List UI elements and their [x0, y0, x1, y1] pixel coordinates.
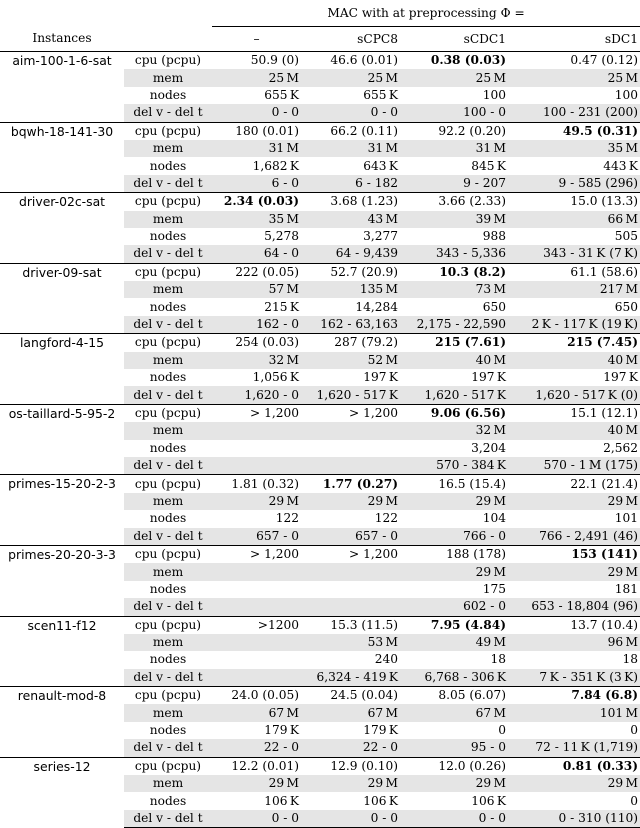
value-cell: 988: [482, 229, 506, 244]
value-cell: 217 M: [508, 281, 640, 298]
value-cell: 46.6 (0.01): [301, 52, 400, 70]
value-cell: 29 M: [301, 493, 400, 510]
value-cell: 181: [614, 581, 639, 596]
value-cell: 35 M: [212, 211, 301, 228]
value-cell: [212, 598, 301, 616]
metric-label: del v - del t: [124, 245, 212, 263]
value-cell: 197 K: [603, 370, 639, 385]
metric-label: nodes: [149, 440, 187, 455]
column-header-scdc1: sCDC1: [463, 31, 506, 46]
value-cell: 12.9 (0.10): [301, 757, 400, 775]
value-cell: 0.81 (0.33): [508, 757, 640, 775]
value-cell: 135 M: [301, 281, 400, 298]
value-cell: [212, 563, 301, 580]
value-cell: 101 M: [508, 704, 640, 721]
value-cell: 122: [275, 511, 299, 526]
value-cell: 6 - 182: [301, 175, 400, 193]
value-cell: 7.84 (6.8): [508, 687, 640, 705]
value-cell: 53 M: [301, 634, 400, 651]
metric-label: del v - del t: [124, 316, 212, 334]
metric-label: del v - del t: [124, 739, 212, 757]
value-cell: 12.0 (0.26): [400, 757, 508, 775]
value-cell: 222 (0.05): [212, 263, 301, 281]
value-cell: 2,562: [603, 440, 639, 455]
value-cell: 39 M: [400, 211, 508, 228]
value-cell: 0 - 0: [301, 810, 400, 828]
value-cell: 215 (7.45): [508, 334, 640, 352]
value-cell: 6,324 - 419 K: [301, 669, 400, 687]
value-cell: 67 M: [400, 704, 508, 721]
value-cell: [212, 669, 301, 687]
value-cell: 25 M: [212, 69, 301, 86]
value-cell: 2 K - 117 K (19 K): [508, 316, 640, 334]
value-cell: 52.7 (20.9): [301, 263, 400, 281]
metric-label: mem: [124, 140, 212, 157]
value-cell: [212, 457, 301, 475]
value-cell: 18: [490, 652, 506, 667]
value-cell: 31 M: [301, 140, 400, 157]
metric-label: del v - del t: [124, 386, 212, 404]
value-cell: 40 M: [508, 352, 640, 369]
table-row: [0, 334, 640, 352]
metric-label: nodes: [149, 87, 187, 102]
value-cell: 650: [482, 299, 506, 314]
value-cell: 32 M: [212, 352, 301, 369]
metric-label: cpu (pcpu): [124, 687, 212, 705]
column-header-sdc1: sDC1: [604, 31, 639, 46]
value-cell: 240: [374, 652, 398, 667]
header-row-top: [0, 0, 640, 27]
value-cell: 106 K: [363, 793, 398, 808]
value-cell: 9 - 207: [400, 175, 508, 193]
value-cell: 1,056 K: [252, 370, 299, 385]
metric-label: cpu (pcpu): [124, 616, 212, 634]
metric-label: mem: [124, 775, 212, 792]
value-cell: 179 K: [363, 723, 398, 738]
value-cell: [301, 457, 400, 475]
instance-name: aim-100-1-6-sat: [0, 52, 124, 123]
value-cell: 3,204: [471, 440, 506, 455]
instance-name: primes-15-20-2-3: [0, 475, 124, 546]
value-cell: 0: [630, 723, 639, 738]
value-cell: 1.81 (0.32): [212, 475, 301, 493]
value-cell: [212, 651, 301, 668]
value-cell: 505: [614, 229, 639, 244]
value-cell: 50.9 (0): [212, 52, 301, 70]
value-cell: 67 M: [301, 704, 400, 721]
table-row: [0, 263, 640, 281]
value-cell: 66.2 (0.11): [301, 122, 400, 140]
value-cell: 1,682 K: [252, 158, 299, 173]
value-cell: 655 K: [264, 87, 299, 102]
metric-label: mem: [124, 422, 212, 439]
value-cell: 845 K: [471, 158, 506, 173]
value-cell: 180 (0.01): [212, 122, 301, 140]
column-header-scpc8: sCPC8: [357, 31, 398, 46]
value-cell: 31 M: [212, 140, 301, 157]
value-cell: 15.0 (13.3): [508, 193, 640, 211]
value-cell: 6 - 0: [212, 175, 301, 193]
value-cell: 22.1 (21.4): [508, 475, 640, 493]
instance-name: langford-4-15: [0, 334, 124, 405]
header-row-columns: [0, 27, 640, 52]
value-cell: 29 M: [508, 493, 640, 510]
table-row: [0, 616, 640, 634]
value-cell: 766 - 0: [400, 528, 508, 546]
value-cell: 657 - 0: [301, 528, 400, 546]
metric-label: cpu (pcpu): [124, 757, 212, 775]
value-cell: 3.66 (2.33): [400, 193, 508, 211]
value-cell: 12.2 (0.01): [212, 757, 301, 775]
value-cell: 197 K: [471, 370, 506, 385]
metric-label: cpu (pcpu): [124, 404, 212, 422]
value-cell: 24.5 (0.04): [301, 687, 400, 705]
metric-label: mem: [124, 211, 212, 228]
metric-label: mem: [124, 704, 212, 721]
table-row: [0, 757, 640, 775]
value-cell: 10.3 (8.2): [400, 263, 508, 281]
value-cell: > 1,200: [212, 404, 301, 422]
metric-label: cpu (pcpu): [124, 263, 212, 281]
value-cell: 13.7 (10.4): [508, 616, 640, 634]
metric-label: cpu (pcpu): [124, 545, 212, 563]
value-cell: 5,278: [264, 229, 299, 244]
value-cell: 49.5 (0.31): [508, 122, 640, 140]
value-cell: 0.38 (0.03): [400, 52, 508, 70]
value-cell: 153 (141): [508, 545, 640, 563]
value-cell: 95 - 0: [400, 739, 508, 757]
metric-label: del v - del t: [124, 669, 212, 687]
value-cell: 29 M: [212, 775, 301, 792]
metric-label: cpu (pcpu): [124, 193, 212, 211]
value-cell: 197 K: [363, 370, 398, 385]
value-cell: 0 - 0: [400, 810, 508, 828]
value-cell: [212, 581, 301, 598]
value-cell: 29 M: [212, 493, 301, 510]
value-cell: 2.34 (0.03): [212, 193, 301, 211]
value-cell: 92.2 (0.20): [400, 122, 508, 140]
value-cell: 0: [498, 723, 506, 738]
value-cell: 287 (79.2): [301, 334, 400, 352]
value-cell: 162 - 0: [212, 316, 301, 334]
metric-label: nodes: [149, 581, 187, 596]
value-cell: 29 M: [301, 775, 400, 792]
column-header-none: –: [253, 31, 260, 46]
value-cell: [301, 598, 400, 616]
value-cell: 655 K: [363, 87, 398, 102]
value-cell: > 1,200: [212, 545, 301, 563]
value-cell: 179 K: [264, 723, 299, 738]
value-cell: 343 - 5,336: [400, 245, 508, 263]
metric-label: mem: [124, 493, 212, 510]
value-cell: 3,277: [363, 229, 398, 244]
value-cell: 7.95 (4.84): [400, 616, 508, 634]
metric-label: nodes: [149, 299, 187, 314]
value-cell: 570 - 384 K: [400, 457, 508, 475]
value-cell: 67 M: [212, 704, 301, 721]
value-cell: 343 - 31 K (7 K): [508, 245, 640, 263]
value-cell: 2,175 - 22,590: [400, 316, 508, 334]
value-cell: 16.5 (15.4): [400, 475, 508, 493]
value-cell: 66 M: [508, 211, 640, 228]
value-cell: 8.05 (6.07): [400, 687, 508, 705]
value-cell: 29 M: [400, 493, 508, 510]
value-cell: 43 M: [301, 211, 400, 228]
value-cell: 1.77 (0.27): [301, 475, 400, 493]
metric-label: mem: [124, 563, 212, 580]
table-row: [0, 193, 640, 211]
metric-label: mem: [124, 69, 212, 86]
instance-name: scen11-f12: [0, 616, 124, 687]
value-cell: 0 - 0: [212, 104, 301, 122]
value-cell: 104: [482, 511, 506, 526]
table-row: [0, 475, 640, 493]
value-cell: 766 - 2,491 (46): [508, 528, 640, 546]
value-cell: 215 (7.61): [400, 334, 508, 352]
value-cell: 61.1 (58.6): [508, 263, 640, 281]
instance-name: driver-02c-sat: [0, 193, 124, 264]
metric-label: del v - del t: [124, 175, 212, 193]
value-cell: [301, 581, 400, 598]
value-cell: 162 - 63,163: [301, 316, 400, 334]
metric-label: cpu (pcpu): [124, 334, 212, 352]
value-cell: 29 M: [400, 563, 508, 580]
value-cell: 25 M: [301, 69, 400, 86]
metric-label: del v - del t: [124, 457, 212, 475]
instance-name: driver-09-sat: [0, 263, 124, 334]
instance-name: os-taillard-5-95-2: [0, 404, 124, 475]
value-cell: 64 - 0: [212, 245, 301, 263]
value-cell: 31 M: [400, 140, 508, 157]
instance-name: primes-20-20-3-3: [0, 545, 124, 616]
value-cell: 0: [630, 793, 639, 808]
value-cell: 175: [482, 581, 506, 596]
metric-label: nodes: [149, 370, 187, 385]
metric-label: del v - del t: [124, 598, 212, 616]
instance-name: renault-mod-8: [0, 687, 124, 758]
value-cell: 29 M: [400, 775, 508, 792]
value-cell: 73 M: [400, 281, 508, 298]
metric-label: cpu (pcpu): [124, 52, 212, 70]
value-cell: 29 M: [508, 563, 640, 580]
value-cell: > 1,200: [301, 545, 400, 563]
value-cell: 0 - 0: [212, 810, 301, 828]
value-cell: 215 K: [264, 299, 299, 314]
value-cell: 657 - 0: [212, 528, 301, 546]
value-cell: 49 M: [400, 634, 508, 651]
value-cell: 100 - 0: [400, 104, 508, 122]
metric-label: del v - del t: [124, 104, 212, 122]
value-cell: 40 M: [400, 352, 508, 369]
value-cell: 643 K: [363, 158, 398, 173]
value-cell: 29 M: [508, 775, 640, 792]
metric-label: del v - del t: [124, 810, 212, 828]
value-cell: 72 - 11 K (1,719): [508, 739, 640, 757]
value-cell: 7 K - 351 K (3 K): [508, 669, 640, 687]
value-cell: 22 - 0: [212, 739, 301, 757]
value-cell: 0.47 (0.12): [508, 52, 640, 70]
value-cell: 0 - 310 (110): [508, 810, 640, 828]
metric-label: mem: [124, 352, 212, 369]
value-cell: 602 - 0: [400, 598, 508, 616]
value-cell: 35 M: [508, 140, 640, 157]
value-cell: 0 - 0: [301, 104, 400, 122]
value-cell: [212, 634, 301, 651]
value-cell: 106 K: [471, 793, 506, 808]
value-cell: > 1,200: [301, 404, 400, 422]
value-cell: 64 - 9,439: [301, 245, 400, 263]
value-cell: 24.0 (0.05): [212, 687, 301, 705]
metric-label: nodes: [149, 652, 187, 667]
value-cell: 40 M: [508, 422, 640, 439]
table-row: [0, 687, 640, 705]
value-cell: 57 M: [212, 281, 301, 298]
value-cell: >1200: [212, 616, 301, 634]
value-cell: [301, 422, 400, 439]
metric-label: mem: [124, 281, 212, 298]
value-cell: 122: [374, 511, 398, 526]
metric-label: mem: [124, 634, 212, 651]
value-cell: 653 - 18,804 (96): [508, 598, 640, 616]
value-cell: 18: [622, 652, 639, 667]
value-cell: 22 - 0: [301, 739, 400, 757]
value-cell: 106 K: [264, 793, 299, 808]
value-cell: 25 M: [508, 69, 640, 86]
value-cell: 9.06 (6.56): [400, 404, 508, 422]
group-title: MAC with at preprocessing Φ =: [212, 0, 640, 27]
metric-label: nodes: [149, 723, 187, 738]
value-cell: 100: [482, 87, 506, 102]
value-cell: 32 M: [400, 422, 508, 439]
value-cell: 52 M: [301, 352, 400, 369]
value-cell: 1,620 - 517 K: [400, 386, 508, 404]
value-cell: [301, 563, 400, 580]
instances-header: Instances: [32, 31, 92, 46]
value-cell: 15.1 (12.1): [508, 404, 640, 422]
value-cell: 1,620 - 517 K: [301, 386, 400, 404]
metric-label: cpu (pcpu): [124, 475, 212, 493]
metric-label: nodes: [149, 793, 187, 808]
value-cell: 570 - 1 M (175): [508, 457, 640, 475]
table-body: [0, 52, 640, 828]
value-cell: 25 M: [400, 69, 508, 86]
value-cell: 443 K: [603, 158, 639, 173]
instance-name: series-12: [0, 757, 124, 828]
value-cell: 100: [614, 87, 639, 102]
value-cell: 1,620 - 0: [212, 386, 301, 404]
value-cell: 9 - 585 (296): [508, 175, 640, 193]
value-cell: 650: [614, 299, 639, 314]
value-cell: [212, 422, 301, 439]
metric-label: nodes: [149, 229, 187, 244]
table-row: [0, 122, 640, 140]
value-cell: 100 - 231 (200): [508, 104, 640, 122]
table-row: [0, 52, 640, 70]
value-cell: [301, 440, 400, 457]
value-cell: 101: [614, 511, 639, 526]
value-cell: 96 M: [508, 634, 640, 651]
table-row: [0, 545, 640, 563]
metric-label: del v - del t: [124, 528, 212, 546]
value-cell: 15.3 (11.5): [301, 616, 400, 634]
value-cell: 254 (0.03): [212, 334, 301, 352]
value-cell: 6,768 - 306 K: [400, 669, 508, 687]
value-cell: 188 (178): [400, 545, 508, 563]
table-row: [0, 404, 640, 422]
instance-name: bqwh-18-141-30: [0, 122, 124, 193]
value-cell: 1,620 - 517 K (0): [508, 386, 640, 404]
value-cell: [212, 440, 301, 457]
metric-label: nodes: [149, 158, 187, 173]
metric-label: cpu (pcpu): [124, 122, 212, 140]
value-cell: 3.68 (1.23): [301, 193, 400, 211]
value-cell: 14,284: [355, 299, 398, 314]
metric-label: nodes: [149, 511, 187, 526]
